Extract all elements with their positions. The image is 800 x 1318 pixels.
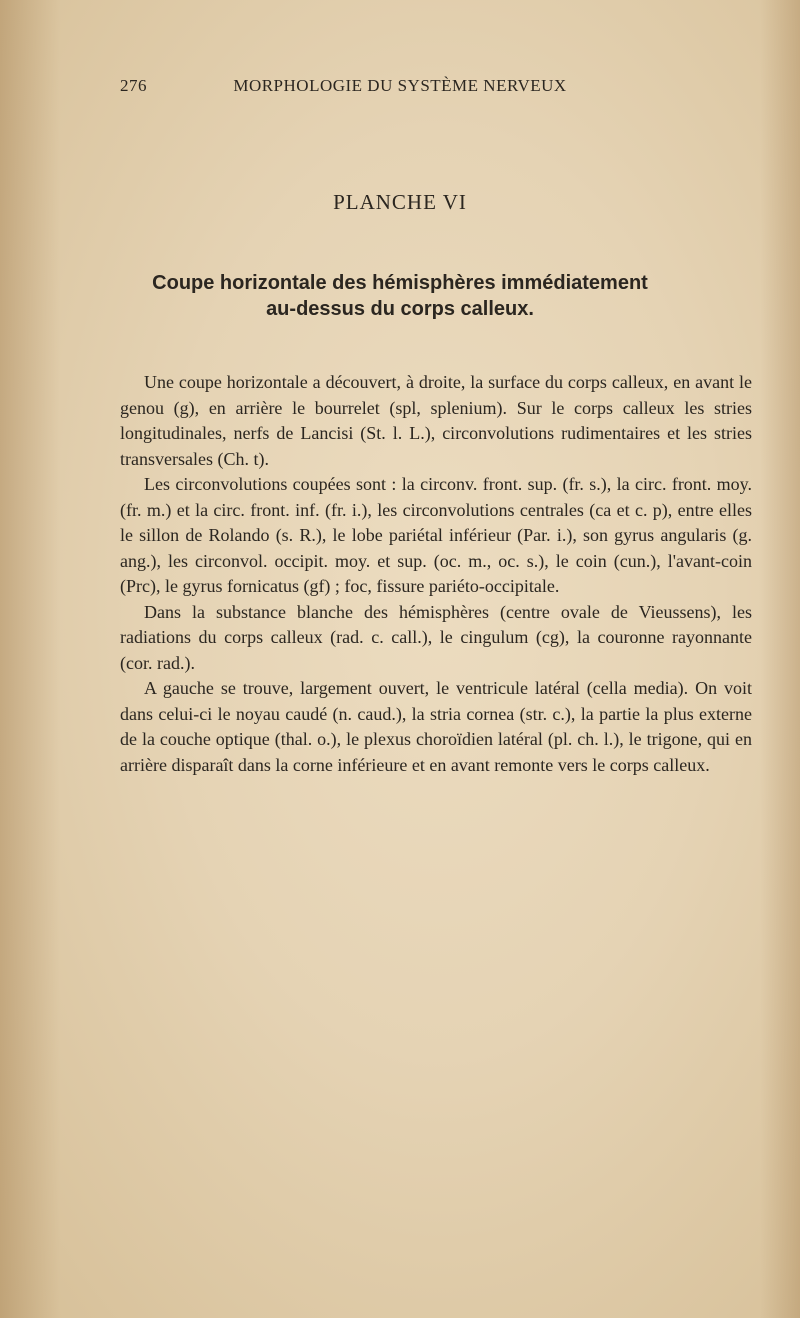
paragraph-1: Une coupe horizontale a découvert, à droite, la surface du corps calleux, en avant le genou (g), en arrière le bourrelet (spl, splenium). Sur le corps calleux les stries longitudinales, nerfs de Lancisi (St. l. L.), circonvolutions rudimentaires et les stries transversales (Ch. t). (120, 372, 752, 469)
body-text (120, 370, 752, 778)
heading-line-1: Coupe horizontale des hémisphères immédiatement (152, 272, 648, 294)
heading-line-2: au-dessus du corps calleux. (266, 298, 534, 320)
paragraph-4: A gauche se trouve, largement ouvert, le ventricule latéral (cella media). On voit dans celui-ci le noyau caudé (n. caud.), la stria cornea (str. c.), la partie la plus externe de la couche optique (thal. o.), le plexus choroïdien latéral (pl. ch. l.), le trigone, qui en arrière disparaît dans la corne inférieure et en avant remonte vers le corps calleux. (120, 678, 752, 775)
section-heading (120, 270, 680, 322)
running-head (120, 76, 680, 102)
page-number: 276 (120, 76, 147, 95)
plate-label: PLANCHE VI (333, 190, 467, 214)
paragraph-3: Dans la substance blanche des hémisphères (centre ovale de Vieussens), les radiations du corps calleux (rad. c. call.), le cingulum (cg), la couronne rayonnante (cor. rad.). (120, 601, 752, 673)
paragraph-2: Les circonvolutions coupées sont : la circonv. front. sup. (fr. s.), la circ. front. moy. (fr. m.) et la circ. front. inf. (fr. i.), les circonvolutions centrales (ca et c. p), entre elles le sillon de Rolando (s. R.), le lobe pariétal inférieur (Par. i.), son gyrus angularis (g. ang.), les circonvol. occipit. moy. et sup. (oc. m., oc. s.), le coin (cun.), l'avant-coin (Prc), le gyrus fornicatus (gf) ; foc, fissure pariéto-occipitale. (120, 474, 752, 596)
running-title: MORPHOLOGIE DU SYSTÈME NERVEUX (233, 76, 567, 95)
